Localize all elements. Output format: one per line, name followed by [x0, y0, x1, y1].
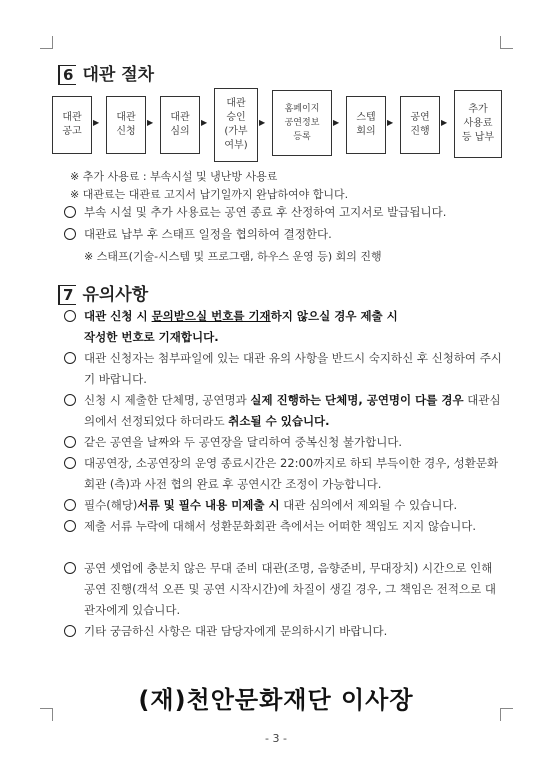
arrow-icon: ▶	[147, 118, 154, 127]
bullet-circle-icon	[64, 520, 76, 532]
signature: (재)천안문화재단 이사장	[138, 686, 414, 714]
arrow-icon: ▶	[441, 118, 448, 127]
bullet-circle-icon	[64, 457, 76, 469]
arrow-icon: ▶	[93, 118, 100, 127]
flow-step-8: 추가 사용료 등 납부	[454, 90, 502, 158]
flow-step-7: 공연 진행	[400, 96, 440, 154]
notice-item-9: 기타 궁금하신 사항은 대관 담당자에게 문의하시기 바랍니다.	[64, 621, 504, 642]
bullet-circle-icon	[64, 352, 76, 364]
section6-title: 대관 절차	[82, 65, 155, 85]
section6-number: 6	[58, 65, 76, 85]
section7-heading	[58, 280, 148, 305]
procedure-flow	[52, 86, 502, 160]
arrow-icon: ▶	[387, 118, 394, 127]
flow-step-5: 홈페이지 공연정보 등록	[272, 90, 332, 156]
section7-title: 유의사항	[82, 285, 149, 305]
bullet-circle-icon	[64, 625, 76, 637]
flow-step-3: 대관 심의	[160, 96, 200, 154]
crop-mark-top-right	[500, 36, 513, 49]
notice-item-4: 같은 공연을 날짜와 두 공연장을 달리하여 중복신청 불가합니다.	[64, 432, 504, 453]
bullet-circle-icon	[64, 436, 76, 448]
section7-number: 7	[58, 285, 76, 305]
section6-item-2: 대관료 납부 후 스태프 일정을 협의하여 결정한다.	[64, 224, 504, 245]
bullet-circle-icon	[64, 310, 76, 322]
section6-heading	[58, 60, 154, 85]
notice-item-2: 대관 신청자는 첨부파일에 있는 대관 유의 사항을 반드시 숙지하신 후 신청하여 주시기 바랍니다.	[64, 348, 504, 390]
flow-note-1: ※ 추가 사용료 : 부속시설 및 냉난방 사용료	[70, 170, 278, 183]
arrow-icon: ▶	[259, 118, 266, 127]
section6-sub-note: ※ 스태프(기술-시스템 및 프로그램, 하우스 운영 등) 회의 진행	[84, 250, 382, 263]
bullet-circle-icon	[64, 394, 76, 406]
bullet-circle-icon	[64, 499, 76, 511]
flow-step-1: 대관 공고	[52, 96, 92, 154]
section6-item-1: 부속 시설 및 추가 사용료는 공연 종료 후 산정하여 고지서로 발급됩니다.	[64, 202, 504, 223]
flow-note-2: ※ 대관료는 대관료 고지서 납기일까지 완납하여야 합니다.	[70, 188, 349, 201]
notice-item-6: 필수(해당)서류 및 필수 내용 미제출 시 대관 심의에서 제외될 수 있습니다.	[64, 495, 504, 516]
crop-mark-top-left	[40, 36, 53, 49]
flow-step-4: 대관 승인 (가부 여부)	[214, 88, 258, 162]
arrow-icon: ▶	[201, 118, 208, 127]
page-number: - 3 -	[265, 732, 287, 745]
notice-item-7: 제출 서류 누락에 대해서 성환문화회관 측에서는 어떠한 책임도 지지 않습니다.	[64, 516, 504, 537]
notice-item-3: 신청 시 제출한 단체명, 공연명과 실제 진행하는 단체명, 공연명이 다를 경우 대관심의에서 선정되었다 하더라도 취소될 수 있습니다.	[64, 390, 504, 432]
bullet-circle-icon	[64, 228, 76, 240]
notice-item-5: 대공연장, 소공연장의 운영 종료시간은 22:00까지로 하되 부득이한 경우, 성환문화회관 (측)과 사전 협의 완료 후 공연시간 조정이 가능합니다.	[64, 453, 504, 495]
bullet-circle-icon	[64, 206, 76, 218]
arrow-icon: ▶	[333, 118, 340, 127]
bullet-circle-icon	[64, 562, 76, 574]
flow-step-6: 스텝 회의	[346, 96, 386, 154]
notice-item-8: 공연 셋업에 충분치 않은 무대 준비 대관(조명, 음향준비, 무대장치) 시간으로 인해 공연 진행(객석 오픈 및 공연 시작시간)에 차질이 생길 경우, 그 책임은 전적으로 대관자에게 있습니다.	[64, 558, 504, 621]
flow-step-2: 대관 신청	[106, 96, 146, 154]
notice-item-1: 대관 신청 시 문의받으실 번호를 기재하지 않으실 경우 제출 시 작성한 번호로 기재합니다.	[64, 306, 504, 348]
